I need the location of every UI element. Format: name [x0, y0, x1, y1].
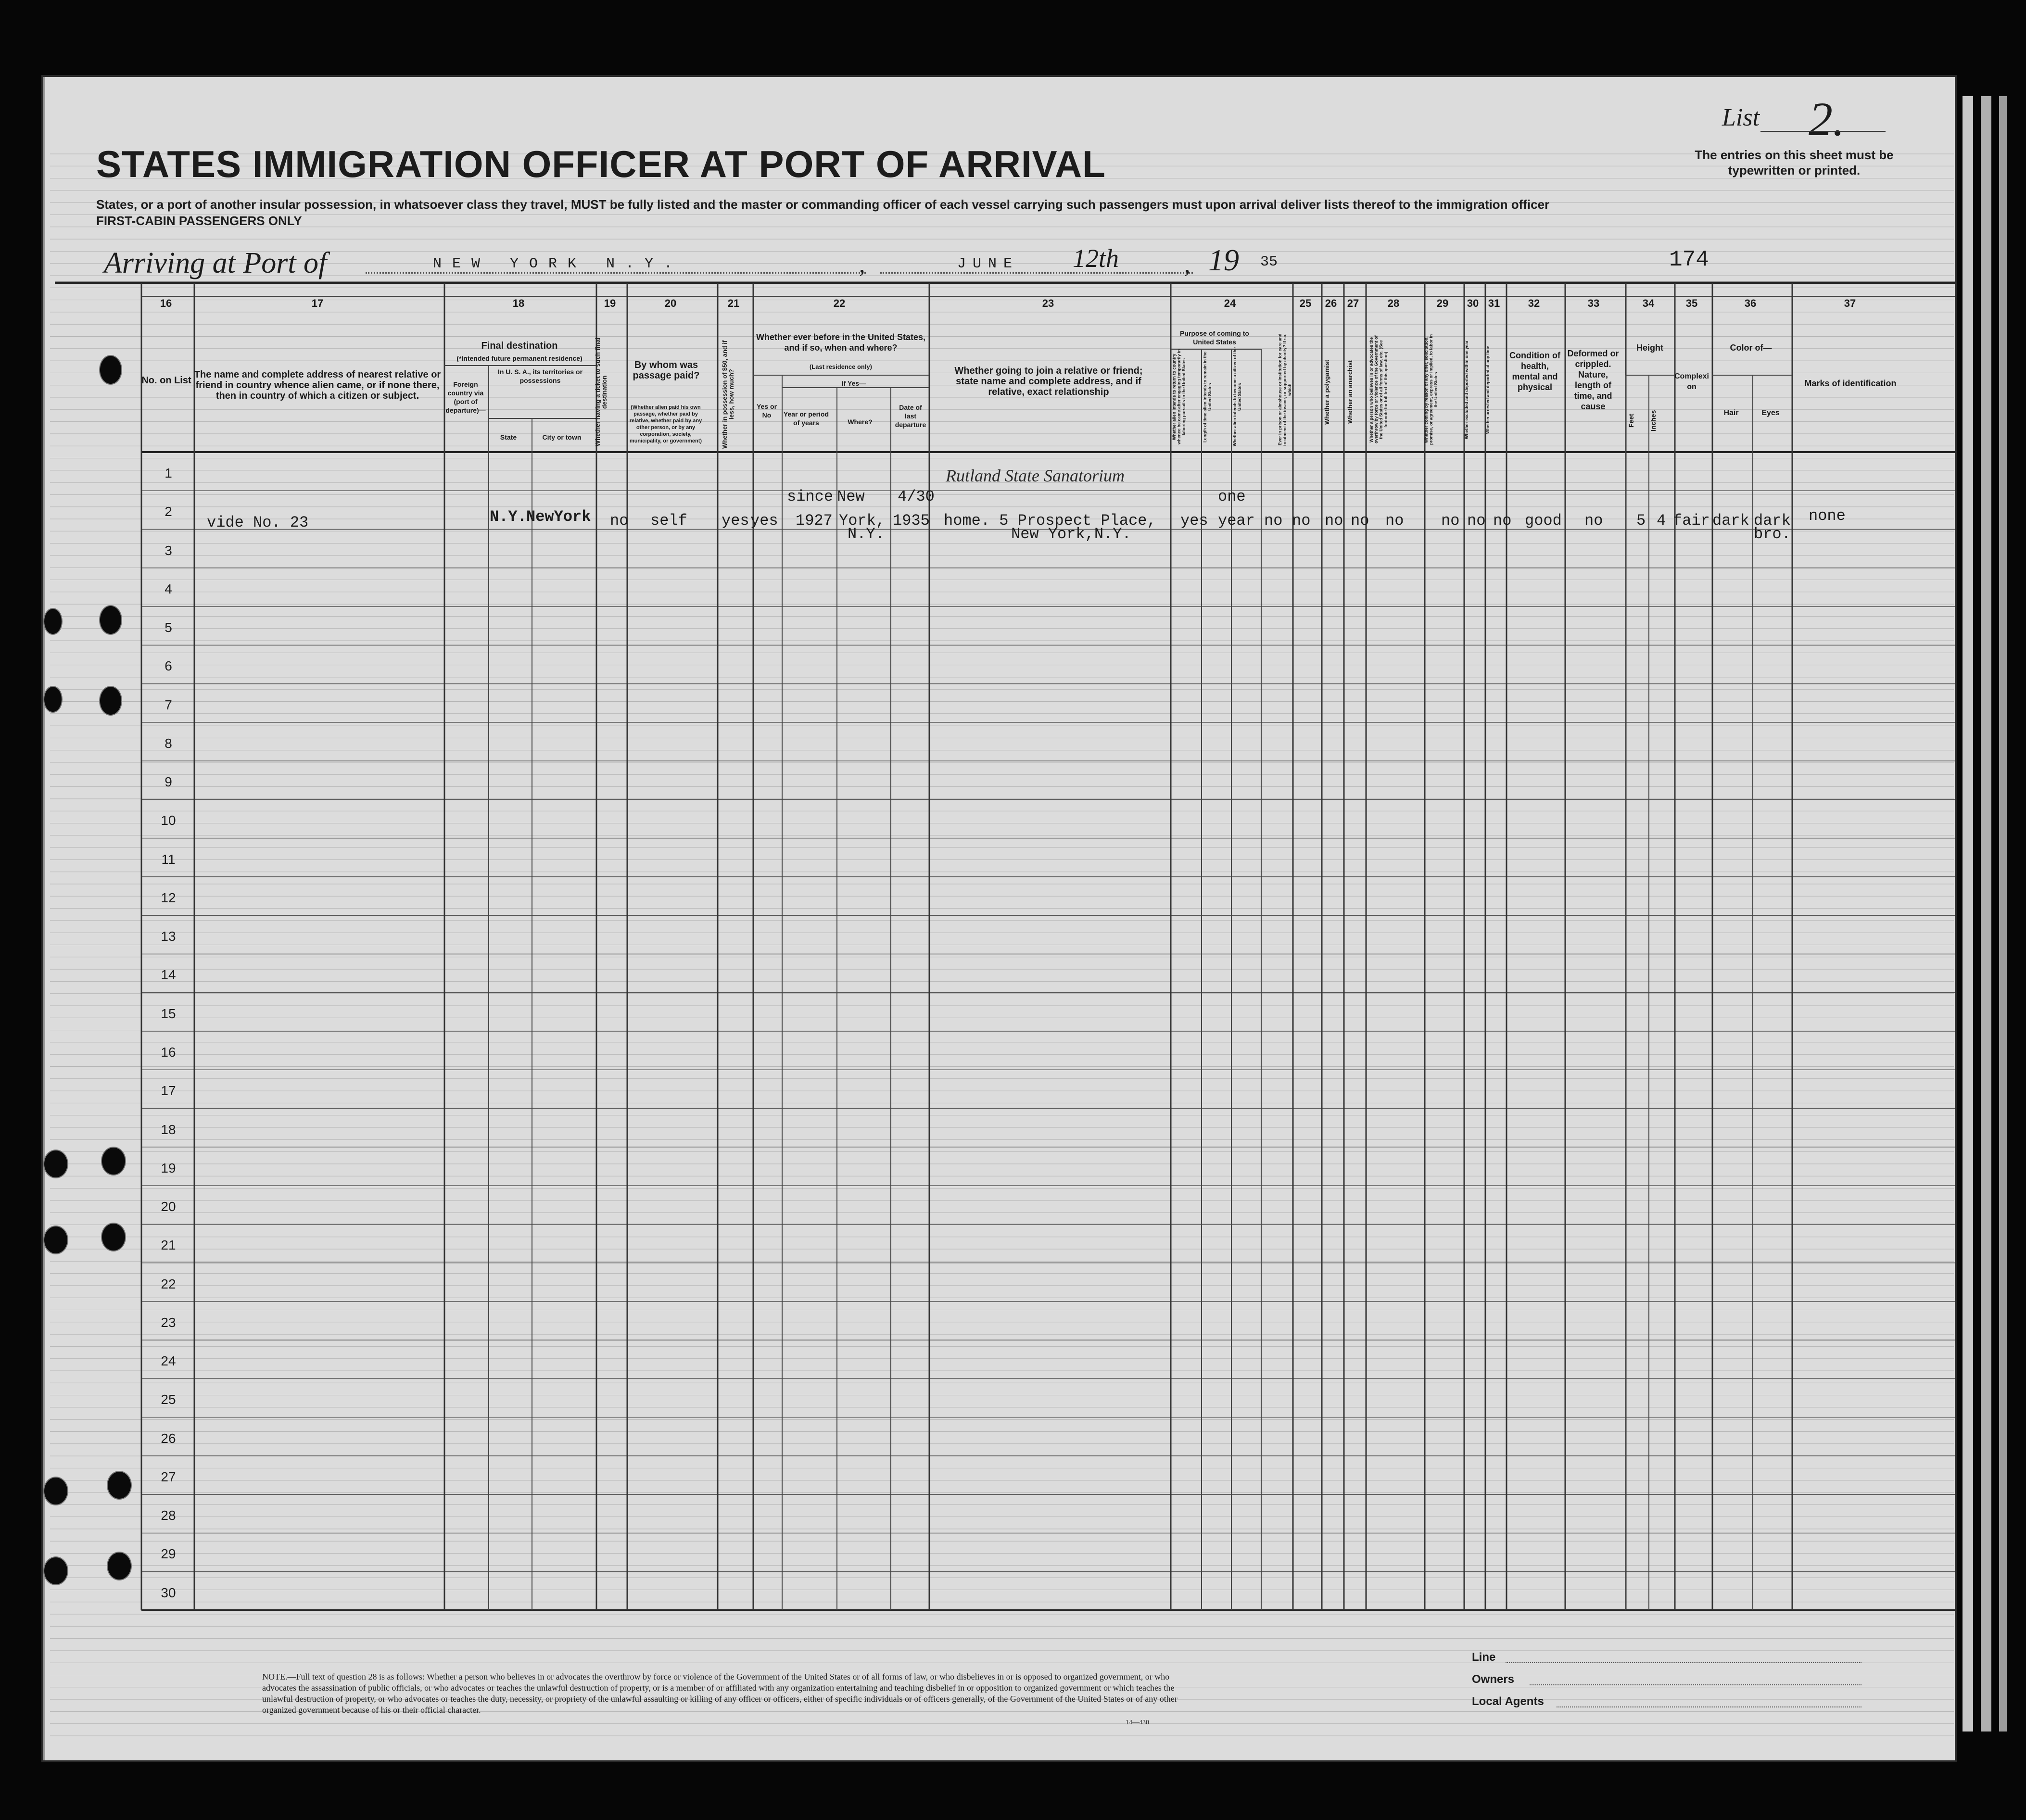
table-grid	[45, 77, 1955, 1760]
column-number: 29	[1436, 297, 1449, 309]
row-number: 10	[161, 813, 176, 828]
column-number: 31	[1488, 297, 1500, 309]
binder-hole	[43, 1150, 68, 1178]
owners-label: Owners	[1472, 1673, 1515, 1686]
agents-field	[1557, 1706, 1861, 1707]
eyes-line2: bro.	[1754, 525, 1791, 543]
row-number: 7	[165, 697, 172, 712]
column-number: 16	[160, 297, 172, 309]
col22-years: Year or period of years	[783, 410, 829, 427]
handwritten-note: Rutland State Sanatorium	[946, 466, 1125, 485]
binder-hole	[99, 686, 122, 716]
row-number: 27	[161, 1469, 176, 1484]
departure-line2: 1935	[893, 512, 930, 530]
col17-header: The name and complete address of nearest relative or friend in country whence alien came, or if none there, then in country of which a citizen or subject.	[194, 369, 441, 401]
overthrow-value: no	[1385, 512, 1404, 530]
page-title: STATES IMMIGRATION OFFICER AT PORT OF ARRIVAL	[96, 143, 1106, 185]
column-number: 28	[1387, 297, 1400, 309]
column-number: 17	[311, 297, 324, 309]
column-number: 35	[1685, 297, 1698, 309]
feet-value: 5	[1636, 512, 1646, 530]
binder-hole	[101, 1223, 126, 1251]
join-line2: New York,N.Y.	[1011, 525, 1131, 543]
col26-header: Whether a polygamist	[1323, 359, 1330, 425]
list-underline	[1760, 131, 1886, 132]
binder-hole	[101, 1147, 126, 1175]
col24-length: Length of time alien intends to remain in the United States	[1203, 351, 1212, 442]
health-value: good	[1525, 512, 1562, 530]
arriving-label: Arriving at Port of	[104, 247, 327, 279]
col22-departure: Date of last departure	[895, 404, 926, 429]
binder-hole	[43, 1226, 68, 1254]
column-number: 18	[512, 297, 525, 309]
col18-state: State	[500, 433, 517, 441]
prison-value: no	[1292, 512, 1311, 530]
col31-header: Whether arrested and deported at any time	[1485, 345, 1490, 434]
citizen-value: no	[1264, 512, 1283, 530]
arrested-value: no	[1493, 512, 1512, 530]
form-number: 14—430	[1126, 1719, 1149, 1726]
col22-ifyes: If Yes—	[841, 379, 866, 387]
row-number: 6	[165, 658, 172, 674]
col36-hair: Hair	[1723, 409, 1739, 417]
ticket-value: no	[610, 512, 629, 530]
length-line1: one	[1218, 488, 1246, 506]
row-number: 19	[161, 1160, 176, 1175]
paid-by-value: self	[650, 512, 687, 530]
row-number: 15	[161, 1006, 176, 1021]
column-number: 24	[1224, 297, 1236, 309]
where-line2: York,	[839, 512, 886, 530]
col22-header: Whether ever before in the United States, and if so, when and where?	[756, 332, 926, 353]
col37-header: Marks of identification	[1804, 379, 1897, 388]
col25-header: Ever in prison or almshouse or institution for care and treatment of the insane, or supported by charity? If so, which	[1278, 333, 1292, 446]
col18-usa: In U. S. A., its territories or possessions	[497, 368, 583, 384]
page-number: 174	[1669, 247, 1709, 272]
column-number: 30	[1467, 297, 1479, 309]
years-line2: 1927	[796, 512, 833, 530]
hair-value: dark	[1712, 512, 1749, 530]
year-suffix: 35	[1260, 254, 1278, 270]
binder-hole	[43, 1477, 68, 1505]
list-number: 2.	[1809, 92, 1845, 146]
typewritten-note: The entries on this sheet must be typewritten or printed.	[1695, 148, 1894, 177]
column-number: 34	[1642, 297, 1655, 309]
departure-line1: 4/30	[898, 488, 935, 506]
column-number: 26	[1325, 297, 1337, 309]
col36-eyes: Eyes	[1761, 409, 1780, 417]
page-edge	[1981, 96, 1991, 1732]
col24-header: Purpose of coming to United States	[1180, 329, 1249, 346]
footnote: NOTE.—Full text of question 28 is as follows: Whether a person who believes in or advocates the overthrow by force or violence of the Government of the United States or of all forms of law, or who disbelieves in or is opposed to organized government, or who advocates the assassination of public officials, or who advocates or teaches the unlawful destruction of property, or is a member of or affiliated with any organization entertaining and teaching disbelief in or opposition to organized government or which teaches the unlawful destruction of property, or who advocates or teaches the duty, necessity, or propriety of the unlawful assaulting or killing of any officer or officers, either of specific individuals or of officers generally, of the Government of the United States or of any other organized government because of his or their official character.	[262, 1672, 1178, 1715]
col19-header: Whether having a ticket to such final destination	[594, 337, 608, 447]
col21-header: Whether in possession of $50, and if less, how much?	[721, 340, 735, 449]
row-number: 20	[161, 1199, 176, 1214]
row-number: 9	[165, 774, 172, 790]
col28-header: Whether a person who believes in or advocates the overthrow by force or violence of the Government of the United States or of all forms of law, etc. (See footnote for full text of this question)	[1369, 335, 1388, 444]
col18-foreign: Foreign country via (port of departure)—	[445, 380, 486, 414]
agents-label: Local Agents	[1472, 1695, 1544, 1708]
col20-sub: (Whether alien paid his own passage, whether paid by relative, whether paid by any other person, or by any corporation, society, municipality, or government)	[629, 404, 702, 444]
polygamist-value: no	[1325, 512, 1343, 530]
join-line1: home. 5 Prospect Place,	[944, 512, 1156, 530]
relative-address: vide No. 23	[207, 514, 309, 531]
eyes-line1: dark	[1754, 512, 1791, 530]
col24-citizen: Whether alien intends to become a citizen of the United States	[1232, 347, 1242, 447]
anarchist-value: no	[1351, 512, 1369, 530]
col35-header: Complexion	[1674, 372, 1709, 391]
owners-field	[1530, 1684, 1861, 1685]
row-number: 12	[161, 890, 176, 905]
col30-header: Whether excluded and deported within one year	[1464, 340, 1469, 439]
row-number: 1	[165, 466, 172, 480]
row-number: 23	[161, 1314, 176, 1330]
row-number: 8	[165, 735, 172, 751]
labor-value: no	[1441, 512, 1460, 530]
binder-hole	[43, 686, 63, 713]
return-value: yes	[1180, 512, 1208, 530]
column-number: 23	[1042, 297, 1054, 309]
col32-header: Condition of health, mental and physical	[1509, 351, 1560, 392]
row-number: 4	[165, 581, 172, 596]
comma: ,	[1184, 251, 1190, 278]
row-number: 17	[161, 1083, 176, 1099]
passenger-class: FIRST-CABIN PASSENGERS ONLY	[96, 214, 302, 228]
row-number: 28	[161, 1508, 176, 1523]
length-line2: year	[1218, 512, 1255, 530]
col34-inches: Inches	[1649, 410, 1657, 432]
col22-sub: (Last residence only)	[809, 363, 873, 370]
col22-where: Where?	[848, 418, 873, 426]
column-number: 21	[727, 297, 740, 309]
row-number: 11	[161, 851, 176, 867]
page-edge	[1963, 96, 1973, 1732]
fifty-value: yes	[722, 512, 749, 530]
row-number: 29	[161, 1546, 176, 1562]
port-value: NEW YORK N.Y.	[433, 256, 684, 272]
row-number: 18	[161, 1122, 176, 1137]
list-label: List	[1722, 104, 1760, 131]
comma: ,	[859, 251, 865, 278]
binder-hole	[43, 1556, 68, 1585]
where-line1: New	[837, 488, 865, 506]
city-value: NewYork	[526, 508, 591, 526]
col18-sub: (*Intended future permanent residence)	[456, 354, 582, 362]
binder-hole	[99, 355, 122, 385]
instructions-line: States, or a port of another insular possession, in whatsoever class they travel, MUST be fully listed and the master or commanding officer of each vessel carrying such passengers must upon arrival deliver lists thereof to the immigration officer	[96, 197, 1550, 212]
day-value: 12th	[1073, 244, 1119, 273]
complexion-value: fair	[1673, 512, 1710, 530]
binder-hole	[107, 1471, 132, 1500]
column-number: 36	[1744, 297, 1757, 309]
row-number: 16	[161, 1045, 176, 1060]
date-line	[880, 272, 1193, 274]
column-number: 37	[1844, 297, 1856, 309]
row-number: 26	[161, 1430, 176, 1446]
col27-header: Whether an anarchist	[1346, 360, 1354, 424]
col34-feet: Feet	[1627, 414, 1635, 428]
column-number: 25	[1299, 297, 1312, 309]
year-prefix: 19	[1208, 243, 1239, 277]
row-number: 3	[165, 543, 172, 558]
col24-return: Whether alien intends to return to country whence he came after engaging temporarily in laboring pursuits in the United States	[1172, 349, 1186, 445]
manifest-sheet	[43, 77, 1955, 1760]
col16-header: No. on List	[141, 375, 191, 386]
row-number: 5	[165, 620, 172, 635]
col23-header: Whether going to join a relative or friend; state name and complete address, and if relative, exact relationship	[954, 366, 1143, 397]
instructions	[96, 196, 1635, 229]
deformed-value: no	[1584, 512, 1603, 530]
line-label: Line	[1472, 1651, 1496, 1664]
column-number: 33	[1587, 297, 1600, 309]
column-number: 32	[1528, 297, 1540, 309]
where-line3: N.Y.	[848, 525, 885, 543]
page-edge	[1999, 96, 2007, 1732]
ever-before-value: yes	[750, 512, 778, 530]
years-line1: since	[787, 488, 834, 506]
col18-city: City or town	[542, 433, 582, 441]
col22-yesno: Yes or No	[756, 403, 777, 419]
col20-header: By whom was passage paid?	[633, 360, 700, 381]
col29-header: Whether coming by reason of any offer, solicitation, promise, or agreement, express or implied, to labor in the United States	[1424, 334, 1438, 445]
state-value: N.Y.	[490, 508, 527, 526]
marks-value: none	[1809, 507, 1846, 525]
binder-hole	[107, 1552, 132, 1580]
binder-hole	[99, 605, 122, 635]
row-number: 22	[161, 1276, 176, 1291]
col33-header: Deformed or crippled. Nature, length of time, and cause	[1567, 349, 1619, 411]
row-number: 14	[161, 967, 176, 983]
col36-header: Color of—	[1730, 343, 1772, 353]
row-number: 24	[161, 1353, 176, 1369]
row-number: 30	[161, 1585, 176, 1600]
col18-header: Final destination	[481, 341, 558, 351]
column-number: 22	[833, 297, 846, 309]
col34-header: Height	[1636, 343, 1663, 353]
month-value: JUNE	[957, 256, 1019, 272]
column-number: 20	[664, 297, 677, 309]
row-number: 21	[161, 1238, 176, 1253]
column-number: 19	[604, 297, 616, 309]
column-number: 27	[1347, 297, 1359, 309]
row-number: 13	[161, 929, 176, 944]
row-number: 25	[161, 1392, 176, 1407]
line-field	[1506, 1662, 1861, 1663]
binder-hole	[43, 608, 63, 635]
inches-value: 4	[1657, 512, 1666, 530]
excluded-value: no	[1467, 512, 1486, 530]
row-number: 2	[165, 504, 172, 519]
port-line	[366, 272, 866, 274]
